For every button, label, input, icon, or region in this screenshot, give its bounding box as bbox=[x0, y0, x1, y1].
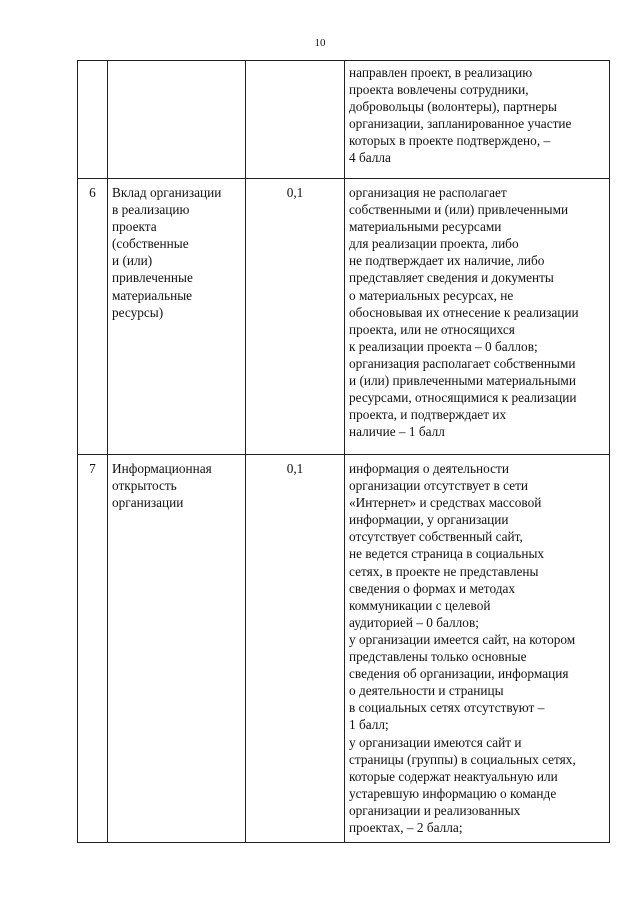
page-number: 10 bbox=[314, 37, 326, 49]
criterion-number bbox=[78, 61, 108, 179]
criterion-name bbox=[108, 61, 246, 179]
criteria-table bbox=[77, 60, 610, 843]
criterion-name: Информационная открытость организации bbox=[108, 455, 246, 843]
criterion-weight: 0,1 bbox=[246, 455, 345, 843]
criterion-weight bbox=[246, 61, 345, 179]
table-row bbox=[78, 179, 610, 455]
table-row bbox=[78, 61, 610, 179]
criterion-description: организация не располагает собственными и (или) привлеченными материальными ресурсами для реализации проекта, либо не подтверждает их наличие, либо представляет сведения и документы о материальных ресурсах, не обосновывая их отнесение к реализации проекта, или не относящихся к реализации проекта – 0 баллов; организация располагает собственными и (или) привлеченными материальными ресурсами, относящимися к реализации проекта, и подтверждает их наличие – 1 балл bbox=[345, 179, 610, 455]
criterion-description: направлен проект, в реализацию проекта вовлечены сотрудники, добровольцы (волонтеры), партнеры организации, запланированное участие которых в проекте подтверждено, – 4 балла bbox=[345, 61, 610, 179]
criterion-name: Вклад организации в реализацию проекта (собственные и (или) привлеченные материальные ресурсы) bbox=[108, 179, 246, 455]
criterion-weight: 0,1 bbox=[246, 179, 345, 455]
criterion-description: информация о деятельности организации отсутствует в сети «Интернет» и средствах массовой информации, у организации отсутствует собственный сайт, не ведется страница в социальных сетях, в проекте не представлены сведения о формах и методах коммуникации с целевой аудиторией – 0 баллов; у организации имеется сайт, на котором представлены только основные сведения об организации, информация о деятельности и страницы в социальных сетях отсутствуют – 1 балл; у организации имеются сайт и страницы (группы) в социальных сетях, которые содержат неактуальную или устаревшую информацию о команде организации и реализованных проектах, – 2 балла; bbox=[345, 455, 610, 843]
criterion-number: 6 bbox=[78, 179, 108, 455]
table-row bbox=[78, 455, 610, 843]
criterion-number: 7 bbox=[78, 455, 108, 843]
